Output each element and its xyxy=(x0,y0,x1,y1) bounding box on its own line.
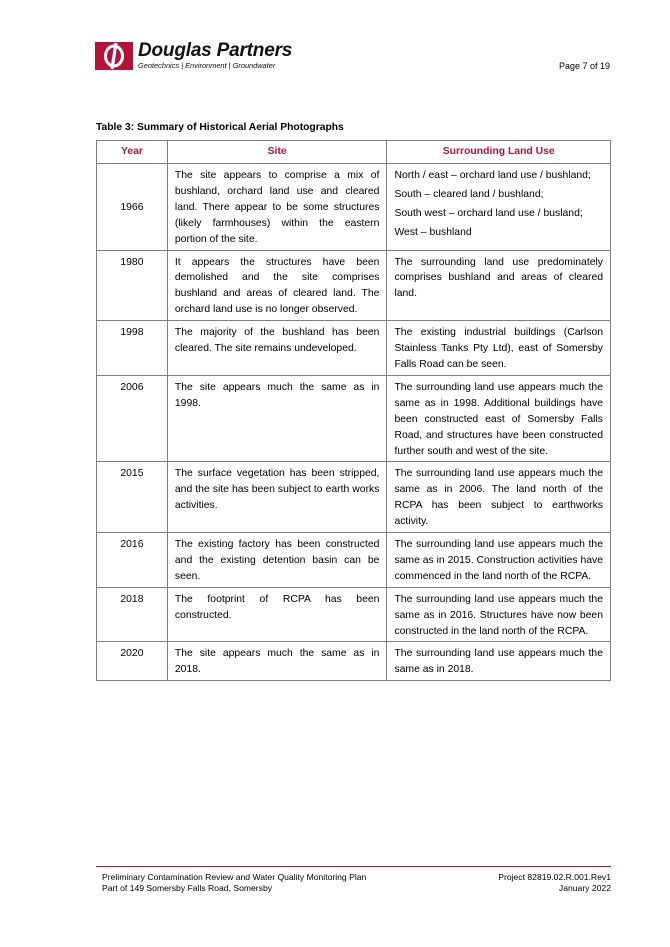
year-cell: 1980 xyxy=(97,250,168,321)
table-row xyxy=(97,462,611,533)
douglas-partners-logo-icon xyxy=(95,42,133,70)
column-header-year: Year xyxy=(97,141,168,164)
year-cell: 2016 xyxy=(97,533,168,588)
site-cell: The footprint of RCPA has been constructed. xyxy=(167,587,387,642)
land-use-cell: The surrounding land use appears much the same as in 2006. The land north of the RCPA has been subject to earthworks activity. xyxy=(387,462,611,533)
land-use-line: West – bushland xyxy=(394,226,472,238)
land-use-cell: The surrounding land use appears much the same as in 2016. Structures have now been constructed in the land north of the RCPA. xyxy=(387,587,611,642)
column-header-land-use: Surrounding Land Use xyxy=(387,141,611,164)
page-header xyxy=(95,40,610,72)
table-row xyxy=(97,533,611,588)
table-row xyxy=(97,587,611,642)
site-cell: The site appears to comprise a mix of bushland, orchard land use and cleared land. There appear to be some structures (likely farmhouses) within the eastern portion of the site. xyxy=(167,164,387,251)
year-cell: 2018 xyxy=(97,587,168,642)
land-use-cell: The surrounding land use predominately comprises bushland and areas of cleared land. xyxy=(387,250,611,321)
land-use-cell xyxy=(387,164,611,251)
footer-report-title: Preliminary Contamination Review and Water Quality Monitoring Plan xyxy=(102,872,367,882)
year-cell: 2020 xyxy=(97,642,168,681)
aerial-photographs-table xyxy=(96,140,611,681)
site-cell: The majority of the bushland has been cleared. The site remains undeveloped. xyxy=(167,321,387,376)
site-cell: It appears the structures have been demolished and the site comprises bushland and areas of cleared land. The orchard land use is no longer observed. xyxy=(167,250,387,321)
site-cell: The existing factory has been constructed and the existing detention basin can be seen. xyxy=(167,533,387,588)
footer-site-address: Part of 149 Somersby Falls Road, Somersby xyxy=(102,883,273,893)
column-header-site: Site xyxy=(167,141,387,164)
footer-project-number: Project 82819.02.R.001.Rev1 xyxy=(498,872,611,882)
brand-name: Douglas Partners xyxy=(138,40,293,61)
footer-document-info xyxy=(102,872,366,894)
year-cell: 2015 xyxy=(97,462,168,533)
year-cell: 1998 xyxy=(97,321,168,376)
footer-project-info xyxy=(498,872,611,894)
year-cell: 1966 xyxy=(97,164,168,251)
land-use-line: South – cleared land / bushland; xyxy=(394,188,544,200)
footer-date: January 2022 xyxy=(558,883,611,893)
footer-divider xyxy=(96,866,611,867)
land-use-line: South west – orchard land use / busland; xyxy=(394,207,583,219)
land-use-line: North / east – orchard land use / bushland; xyxy=(394,170,591,181)
table-row xyxy=(97,164,611,251)
table-row xyxy=(97,375,611,462)
site-cell: The site appears much the same as in 2018. xyxy=(167,642,387,681)
land-use-cell: The existing industrial buildings (Carlson Stainless Tanks Pty Ltd), east of Somersby Falls Road can be seen. xyxy=(387,321,611,376)
land-use-cell: The surrounding land use appears much the same as in 2015. Construction activities have commenced in the land north of the RCPA. xyxy=(387,533,611,588)
site-cell: The surface vegetation has been stripped, and the site has been subject to earth works activities. xyxy=(167,462,387,533)
brand-tagline: Geotechnics | Environment | Groundwater xyxy=(138,61,276,70)
year-cell: 2006 xyxy=(97,375,168,462)
table-row xyxy=(97,250,611,321)
page-number: Page 7 of 19 xyxy=(558,61,610,71)
land-use-cell: The surrounding land use appears much the same as in 2018. xyxy=(387,642,611,681)
land-use-cell: The surrounding land use appears much the same as in 1998. Additional buildings have been constructed east of Somersby Falls Road, and structures have been constructed further south and west of the site. xyxy=(387,375,611,462)
table-header-row xyxy=(97,141,611,164)
table-title: Table 3: Summary of Historical Aerial Photographs xyxy=(96,122,344,133)
table-row xyxy=(97,321,611,376)
table-row xyxy=(97,642,611,681)
site-cell: The site appears much the same as in 1998. xyxy=(167,375,387,462)
